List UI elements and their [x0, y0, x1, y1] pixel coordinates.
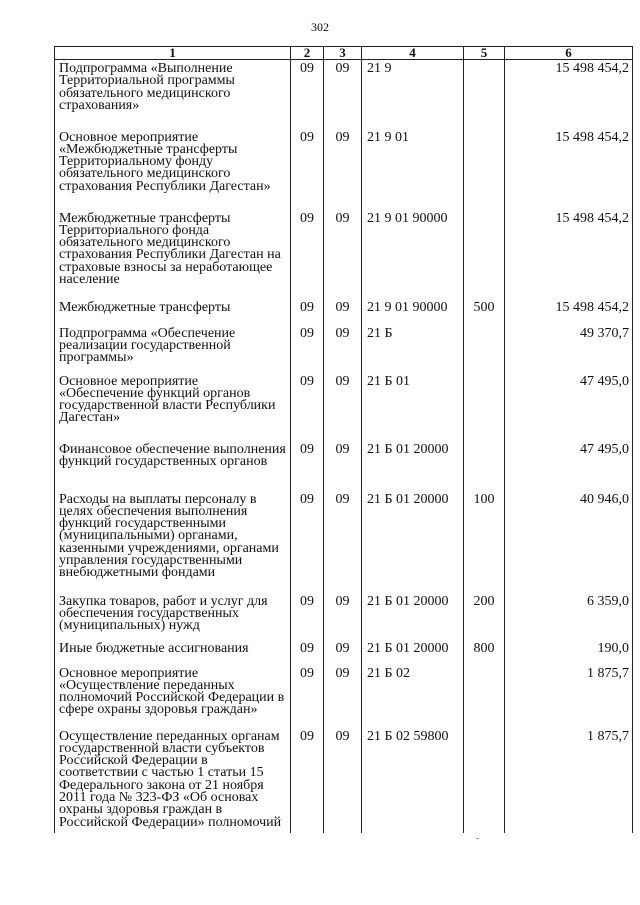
budget-table	[54, 46, 633, 833]
row-amount: 40 946,0	[505, 491, 633, 593]
row-section: 09	[291, 491, 324, 593]
row-section: 09	[291, 325, 324, 373]
row-name: Финансовое обеспечение выполнения функций государственных органов	[55, 441, 291, 491]
row-expense-type: 200	[464, 593, 505, 640]
row-expense-type	[464, 210, 505, 299]
row-name: Закупка товаров, работ и услуг для обеспечения государственных (муниципальных) нужд	[55, 593, 291, 640]
table-row	[55, 441, 633, 491]
row-target-code: 21 9 01 90000	[362, 210, 464, 299]
row-subsection: 09	[324, 325, 362, 373]
row-target-code: 21 Б	[362, 325, 464, 373]
row-amount: 47 495,0	[505, 373, 633, 441]
row-amount: 15 498 454,2	[505, 210, 633, 299]
page-number: 302	[311, 20, 329, 34]
table-row	[55, 373, 633, 441]
row-amount: 1 875,7	[505, 665, 633, 728]
row-subsection: 09	[324, 129, 362, 210]
row-section: 09	[291, 373, 324, 441]
row-subsection: 09	[324, 640, 362, 665]
row-amount: 15 498 454,2	[505, 60, 633, 129]
row-target-code: 21 Б 02	[362, 665, 464, 728]
row-subsection: 09	[324, 210, 362, 299]
row-subsection: 09	[324, 60, 362, 129]
row-target-code: 21 Б 02 59800	[362, 728, 464, 833]
row-target-code: 21 Б 01 20000	[362, 640, 464, 665]
row-section: 09	[291, 129, 324, 210]
row-target-code: 21 Б 01 20000	[362, 491, 464, 593]
row-target-code: 21 9 01 90000	[362, 299, 464, 325]
row-expense-type	[464, 373, 505, 441]
table-header-row	[55, 47, 633, 60]
row-expense-type	[464, 60, 505, 129]
col-header-target-code: 4	[362, 47, 464, 60]
scan-speck	[476, 838, 479, 839]
row-section: 09	[291, 640, 324, 665]
row-subsection: 09	[324, 299, 362, 325]
row-section: 09	[291, 665, 324, 728]
col-header-name: 1	[55, 47, 291, 60]
row-target-code: 21 9 01	[362, 129, 464, 210]
row-name: Межбюджетные трансферты Территориального фонда обязательного медицинского страхования Республики Дагестан на страховые взносы за неработающее население	[55, 210, 291, 299]
col-header-subsection: 3	[324, 47, 362, 60]
table-row	[55, 665, 633, 728]
row-amount: 15 498 454,2	[505, 129, 633, 210]
col-header-expense-type: 5	[464, 47, 505, 60]
row-amount: 49 370,7	[505, 325, 633, 373]
row-name: Основное мероприятие «Межбюджетные трансферты Территориальному фонду обязательного медицинского страхования Республики Дагестан»	[55, 129, 291, 210]
row-section: 09	[291, 728, 324, 833]
row-expense-type: 500	[464, 299, 505, 325]
row-name: Основное мероприятие «Обеспечение функций органов государственной власти Республики Дагестан»	[55, 373, 291, 441]
row-amount: 190,0	[505, 640, 633, 665]
row-name: Подпрограмма «Выполнение Территориальной программы обязательного медицинского страхования»	[55, 60, 291, 129]
row-target-code: 21 Б 01	[362, 373, 464, 441]
row-section: 09	[291, 60, 324, 129]
row-subsection: 09	[324, 373, 362, 441]
row-target-code: 21 Б 01 20000	[362, 441, 464, 491]
row-target-code: 21 Б 01 20000	[362, 593, 464, 640]
row-expense-type: 100	[464, 491, 505, 593]
row-expense-type	[464, 665, 505, 728]
row-section: 09	[291, 441, 324, 491]
row-amount: 6 359,0	[505, 593, 633, 640]
table-row	[55, 325, 633, 373]
row-subsection: 09	[324, 491, 362, 593]
row-subsection: 09	[324, 728, 362, 833]
table-row	[55, 491, 633, 593]
row-section: 09	[291, 210, 324, 299]
row-name: Расходы на выплаты персоналу в целях обеспечения выполнения функций государственными (муниципальными) органами, казенными учреждениями, органами управления государственными внебюджетными фондами	[55, 491, 291, 593]
table-row	[55, 210, 633, 299]
row-section: 09	[291, 299, 324, 325]
row-subsection: 09	[324, 593, 362, 640]
col-header-section: 2	[291, 47, 324, 60]
table-row	[55, 60, 633, 129]
table-row	[55, 640, 633, 665]
table-row	[55, 129, 633, 210]
row-amount: 47 495,0	[505, 441, 633, 491]
row-expense-type	[464, 325, 505, 373]
row-target-code: 21 9	[362, 60, 464, 129]
row-amount: 15 498 454,2	[505, 299, 633, 325]
row-expense-type: 800	[464, 640, 505, 665]
col-header-amount: 6	[505, 47, 633, 60]
row-name: Межбюджетные трансферты	[55, 299, 291, 325]
row-subsection: 09	[324, 441, 362, 491]
row-expense-type	[464, 728, 505, 833]
row-name: Иные бюджетные ассигнования	[55, 640, 291, 665]
row-section: 09	[291, 593, 324, 640]
table-row	[55, 728, 633, 833]
row-expense-type	[464, 129, 505, 210]
table-row	[55, 593, 633, 640]
row-expense-type	[464, 441, 505, 491]
row-amount: 1 875,7	[505, 728, 633, 833]
row-name: Осуществление переданных органам государственной власти субъектов Российской Федерации в соответствии с частью 1 статьи 15 Федерального закона от 21 ноября 2011 года № 323-ФЗ «Об основах охраны здоровья граждан в Российской Федерации» полномочий	[55, 728, 291, 833]
row-name: Основное мероприятие «Осуществление переданных полномочий Российской Федерации в сфере охраны здоровья граждан»	[55, 665, 291, 728]
row-subsection: 09	[324, 665, 362, 728]
row-name: Подпрограмма «Обеспечение реализации государственной программы»	[55, 325, 291, 373]
table-row	[55, 299, 633, 325]
